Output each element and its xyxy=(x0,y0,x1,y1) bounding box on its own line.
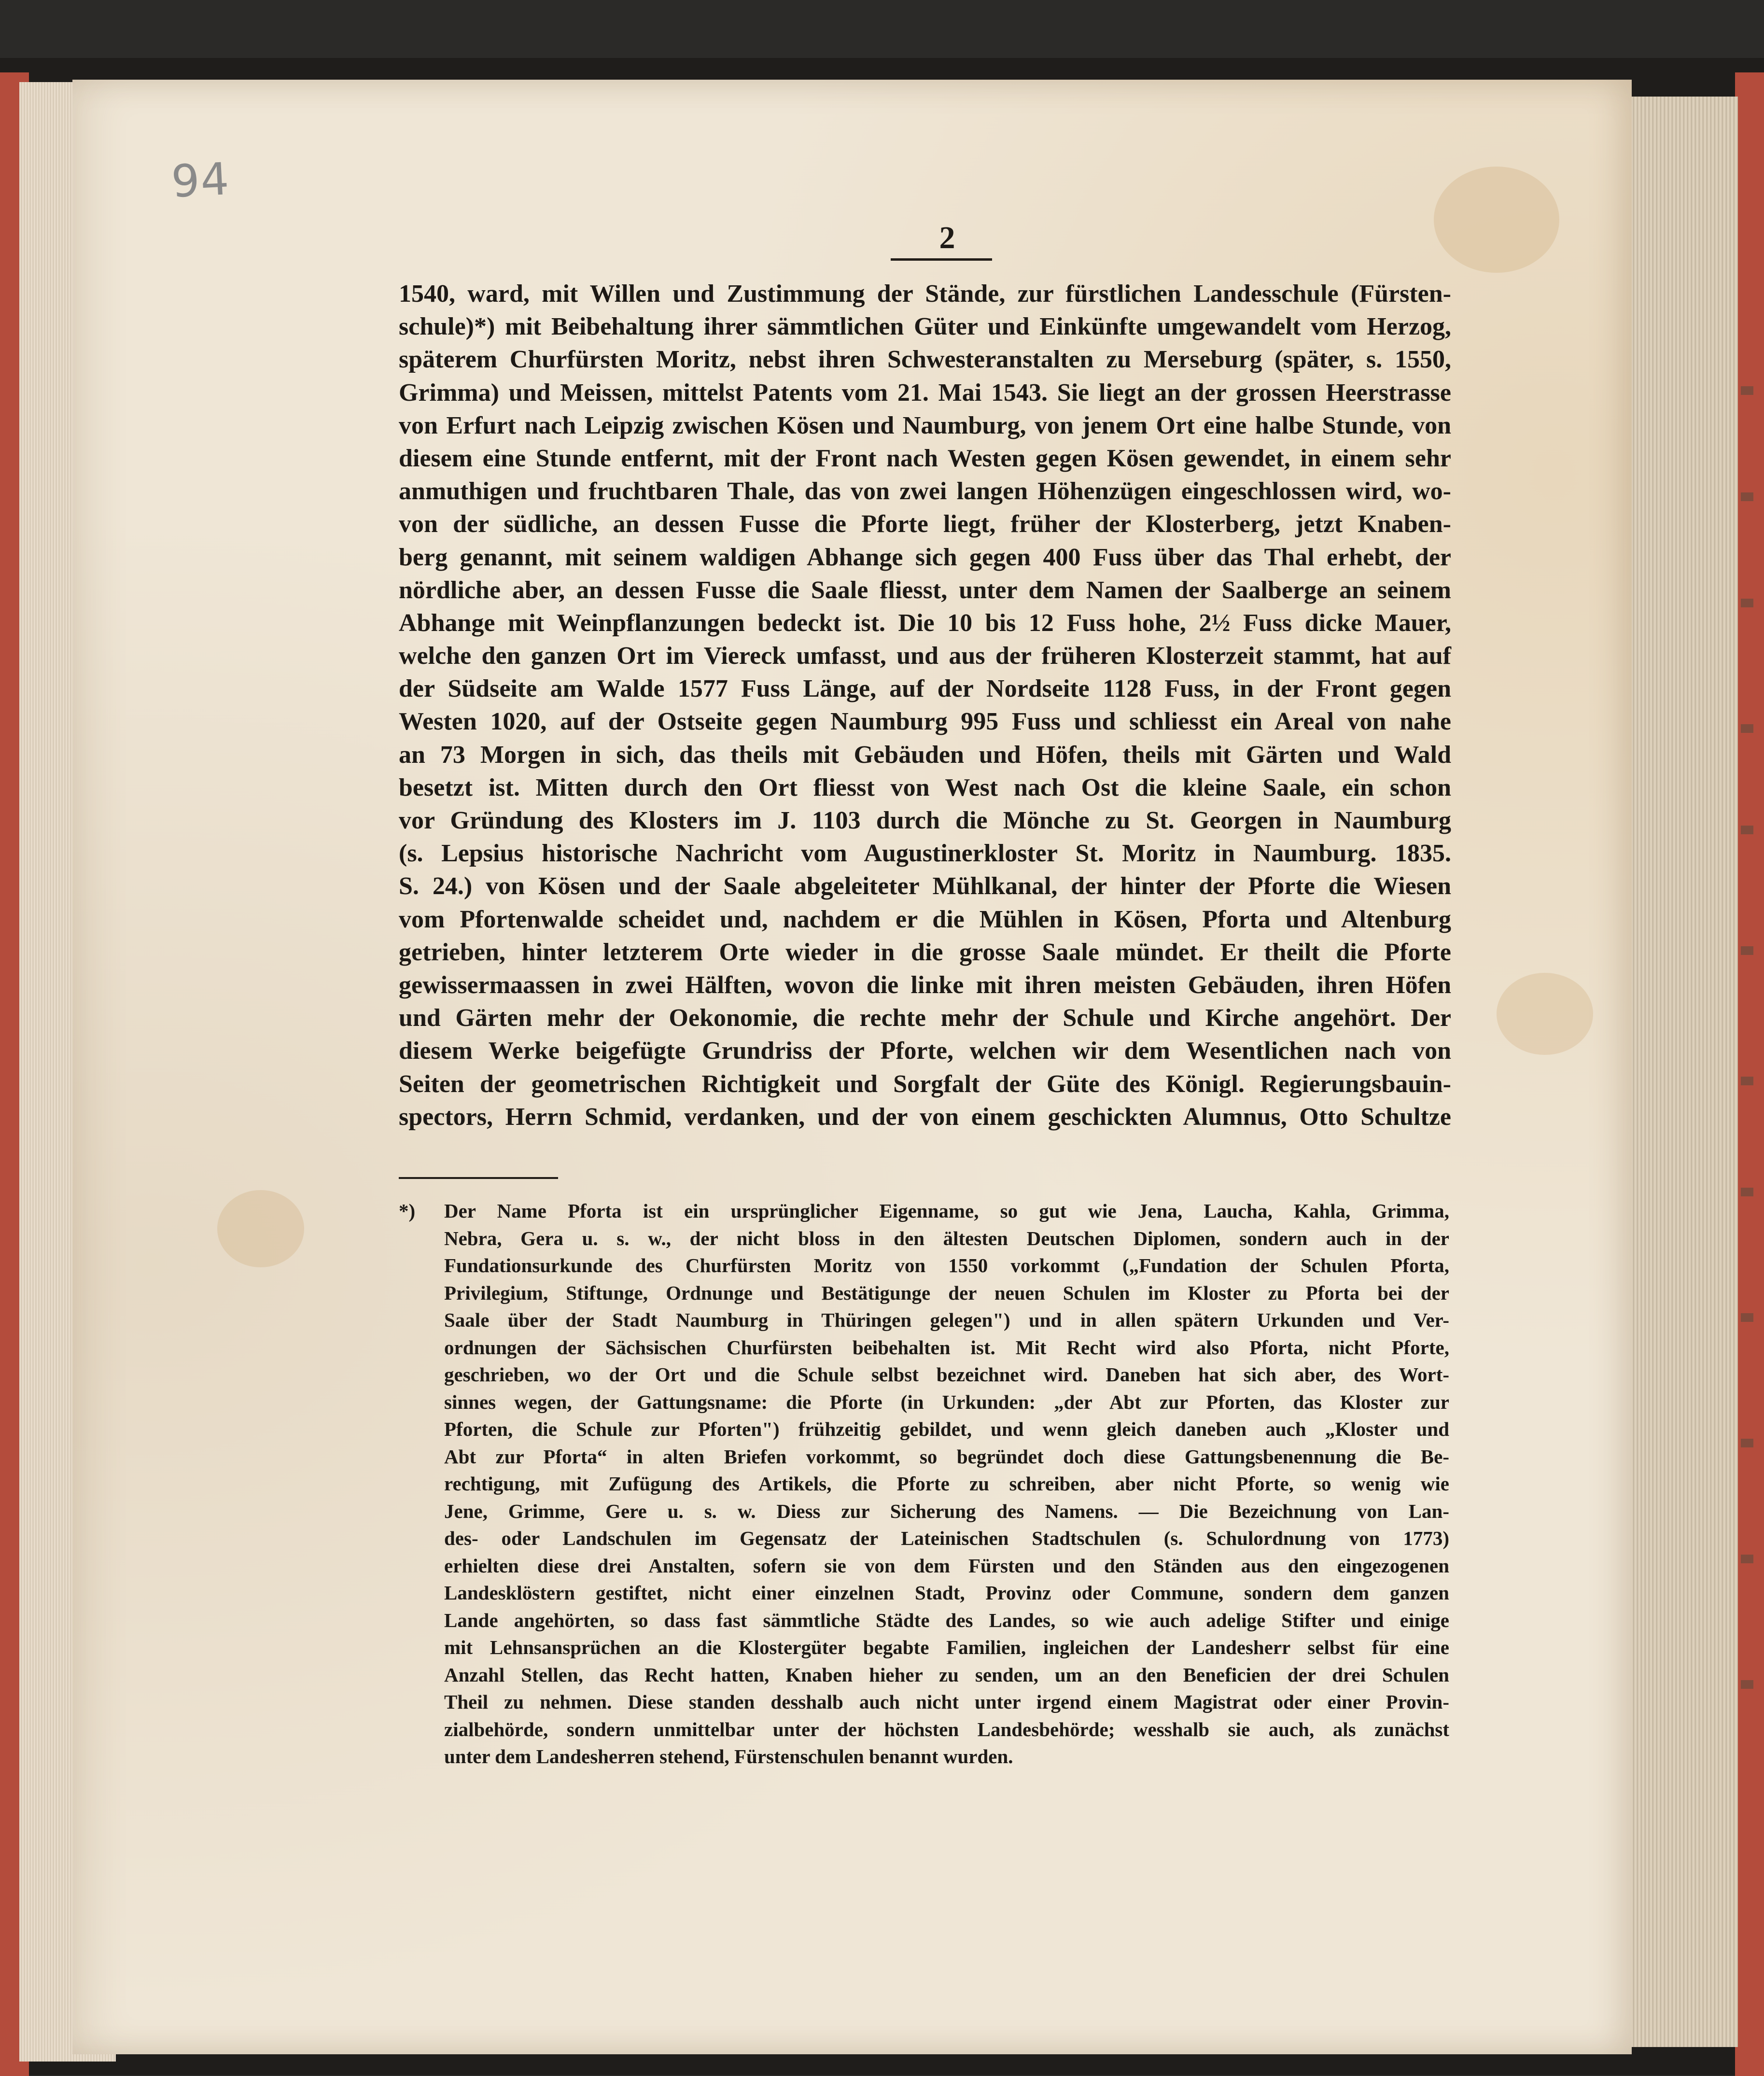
body-text-line: gewissermaassen in zwei Hälften, wovon die linke mit ihren meisten Gebäuden, ihren Höfen xyxy=(399,971,1451,999)
footnote-separator xyxy=(399,1177,558,1179)
footnote-line: zialbehörde, sondern unmittelbar unter der höchsten Landesbehörde; wesshalb sie auch, als zunächst xyxy=(444,1718,1449,1740)
body-text-line: spectors, Herrn Schmid, verdanken, und der von einem geschickten Alumnus, Otto Schultze xyxy=(399,1103,1451,1131)
footnote-line: Anzahl Stellen, das Recht hatten, Knaben hieher zu senden, um an den Beneficien der drei Schulen xyxy=(444,1663,1449,1686)
foxing-stain xyxy=(217,1190,304,1267)
footnote-line: Jene, Grimme, Gere u. s. w. Diess zur Sicherung des Namens. — Die Bezeichnung von Lan- xyxy=(444,1500,1449,1522)
footnote-line: unter dem Landesherren stehend, Fürstenschulen benannt wurden. xyxy=(444,1745,1013,1767)
body-text-line: Westen 1020, auf der Ostseite gegen Naumburg 995 Fuss und schliesst ein Areal von nahe xyxy=(399,708,1451,736)
body-text-line: von Erfurt nach Leipzig zwischen Kösen und Naumburg, von jenem Ort eine halbe Stunde, von xyxy=(399,411,1451,439)
footnote-line: Nebra, Gera u. s. w., der nicht bloss in den ältesten Deutschen Diplomen, sondern auch in der xyxy=(444,1227,1449,1249)
page-stack-right xyxy=(1627,97,1738,2047)
footnote-line: sinnes wegen, der Gattungsname: die Pforte (in Urkunden: „der Abt zur Pforten, das Kloster zur xyxy=(444,1390,1449,1413)
body-text-line: 1540, ward, mit Willen und Zustimmung der Stände, zur fürstlichen Landesschule (Fürsten- xyxy=(399,280,1451,308)
body-text-line: diesem eine Stunde entfernt, mit der Front nach Westen gegen Kösen gewendet, in einem sehr xyxy=(399,444,1451,472)
page-number-underline xyxy=(891,258,992,261)
footnote-text xyxy=(444,1197,1449,1770)
body-text-line: vor Gründung des Klosters im J. 1103 durch die Mönche zu St. Georgen in Naumburg xyxy=(399,807,1451,834)
body-text-line: anmuthigen und fruchtbaren Thale, das von zwei langen Höhenzügen eingeschlossen wird, wo- xyxy=(399,477,1451,505)
footnote-line: rechtigung, mit Zufügung des Artikels, die Pforte zu schreiben, aber nicht Pforte, so wenig wie xyxy=(444,1473,1449,1495)
footnote-line: Der Name Pforta ist ein ursprünglicher Eigenname, so gut wie Jena, Laucha, Kahla, Grimma, xyxy=(444,1200,1449,1222)
body-text-line: S. 24.) von Kösen und der Saale abgeleiteter Mühlkanal, der hinter der Pforte die Wiesen xyxy=(399,872,1451,900)
footnote-marker: *) xyxy=(399,1200,416,1222)
foxing-stain xyxy=(1434,167,1559,273)
adjacent-page-fragments xyxy=(1738,116,1757,1806)
footnote-line: Pforten, die Schule zur Pforten") frühzeitig gebildet, und wenn gleich daneben auch „Kloster und xyxy=(444,1418,1449,1440)
footnote-line: Privilegium, Stiftunge, Ordnunge und Bestätigunge der neuen Schulen im Kloster zu Pforta bei der xyxy=(444,1281,1449,1304)
body-text-line: vom Pfortenwalde scheidet und, nachdem er die Mühlen in Kösen, Pforta und Altenburg xyxy=(399,905,1451,933)
body-text-line: diesem Werke beigefügte Grundriss der Pforte, welchen wir dem Wesentlichen nach von xyxy=(399,1037,1451,1065)
footnote-line: erhielten diese drei Anstalten, sofern sie von dem Fürsten und den Ständen aus den eingezogenen xyxy=(444,1554,1449,1577)
body-text-line: welche den ganzen Ort im Viereck umfasst, und aus der früheren Klosterzeit stammt, hat auf xyxy=(399,642,1451,670)
body-text-line: Grimma) und Meissen, mittelst Patents vom 21. Mai 1543. Sie liegt an der grossen Heerstrasse xyxy=(399,379,1451,407)
footnote-line: Theil zu nehmen. Diese standen desshalb auch nicht unter irgend einem Magistrat oder einer Provin- xyxy=(444,1691,1449,1713)
main-body-text xyxy=(399,278,1451,1134)
body-text-line: schule)*) mit Beibehaltung ihrer sämmtlichen Güter und Einkünfte umgewandelt vom Herzog, xyxy=(399,313,1451,341)
footnote-line: des- oder Landschulen im Gegensatz der Lateinischen Stadtschulen (s. Schulordnung von 1773) xyxy=(444,1527,1449,1549)
footnote-line: Abt zur Pforta“ in alten Briefen vorkommt, so begründet doch diese Gattungsbenennung die Be- xyxy=(444,1445,1449,1468)
footnote-line: Saale über der Stadt Naumburg in Thüringen gelegen") und in allen spätern Urkunden und Ver- xyxy=(444,1309,1449,1331)
footnote-line: mit Lehnsansprüchen an die Klostergüter begabte Familien, ingleichen der Landesherr selbst für eine xyxy=(444,1636,1449,1658)
body-text-line: Seiten der geometrischen Richtigkeit und Sorgfalt der Güte des Königl. Regierungsbauin- xyxy=(399,1070,1451,1098)
handwritten-page-annotation: 94 xyxy=(170,153,231,208)
page-number: 2 xyxy=(939,220,955,255)
body-text-line: (s. Lepsius historische Nachricht vom Augustinerkloster St. Moritz in Naumburg. 1835. xyxy=(399,840,1451,868)
footnote-line: Landesklöstern gestiftet, nicht einer einzelnen Stadt, Provinz oder Commune, sondern dem ganzen xyxy=(444,1582,1449,1604)
body-text-line: besetzt ist. Mitten durch den Ort fliesst von West nach Ost die kleine Saale, ein schon xyxy=(399,773,1451,801)
body-text-line: späterem Churfürsten Moritz, nebst ihren Schwesteranstalten zu Merseburg (später, s. 1550, xyxy=(399,346,1451,374)
body-text-line: der Südseite am Walde 1577 Fuss Länge, auf der Nordseite 1128 Fuss, in der Front gegen xyxy=(399,675,1451,703)
body-text-line: von der südliche, an dessen Fusse die Pforte liegt, früher der Klosterberg, jetzt Knaben- xyxy=(399,510,1451,538)
footnote-line: Fundationsurkunde des Churfürsten Moritz von 1550 vorkommt („Fundation der Schulen Pforta, xyxy=(444,1254,1449,1276)
footnote-line: geschrieben, wo der Ort und die Schule selbst bezeichnet wird. Daneben hat sich aber, des Wort- xyxy=(444,1363,1449,1386)
footnote-line: Lande angehörten, so dass fast sämmtliche Städte des Landes, so wie auch adelige Stifter und einige xyxy=(444,1609,1449,1631)
body-text-line: berg genannt, mit seinem waldigen Abhange sich gegen 400 Fuss über das Thal erhebt, der xyxy=(399,543,1451,571)
body-text-line: an 73 Morgen in sich, das theils mit Gebäuden und Höfen, theils mit Gärten und Wald xyxy=(399,741,1451,769)
body-text-line: getrieben, hinter letzterem Orte wieder in die grosse Saale mündet. Er theilt die Pforte xyxy=(399,938,1451,966)
body-text-line: und Gärten mehr der Oekonomie, die rechte mehr der Schule und Kirche angehört. Der xyxy=(399,1004,1451,1032)
body-text-line: nördliche aber, an dessen Fusse die Saale fliesst, unter dem Namen der Saalberge an seinem xyxy=(399,576,1451,604)
footnote-line: ordnungen der Sächsischen Churfürsten beibehalten ist. Mit Recht wird also Pforta, nicht Pforte, xyxy=(444,1336,1449,1359)
foxing-stain xyxy=(1497,973,1593,1055)
body-text-line: Abhange mit Weinpflanzungen bedeckt ist. Die 10 bis 12 Fuss hohe, 2½ Fuss dicke Mauer, xyxy=(399,609,1451,637)
